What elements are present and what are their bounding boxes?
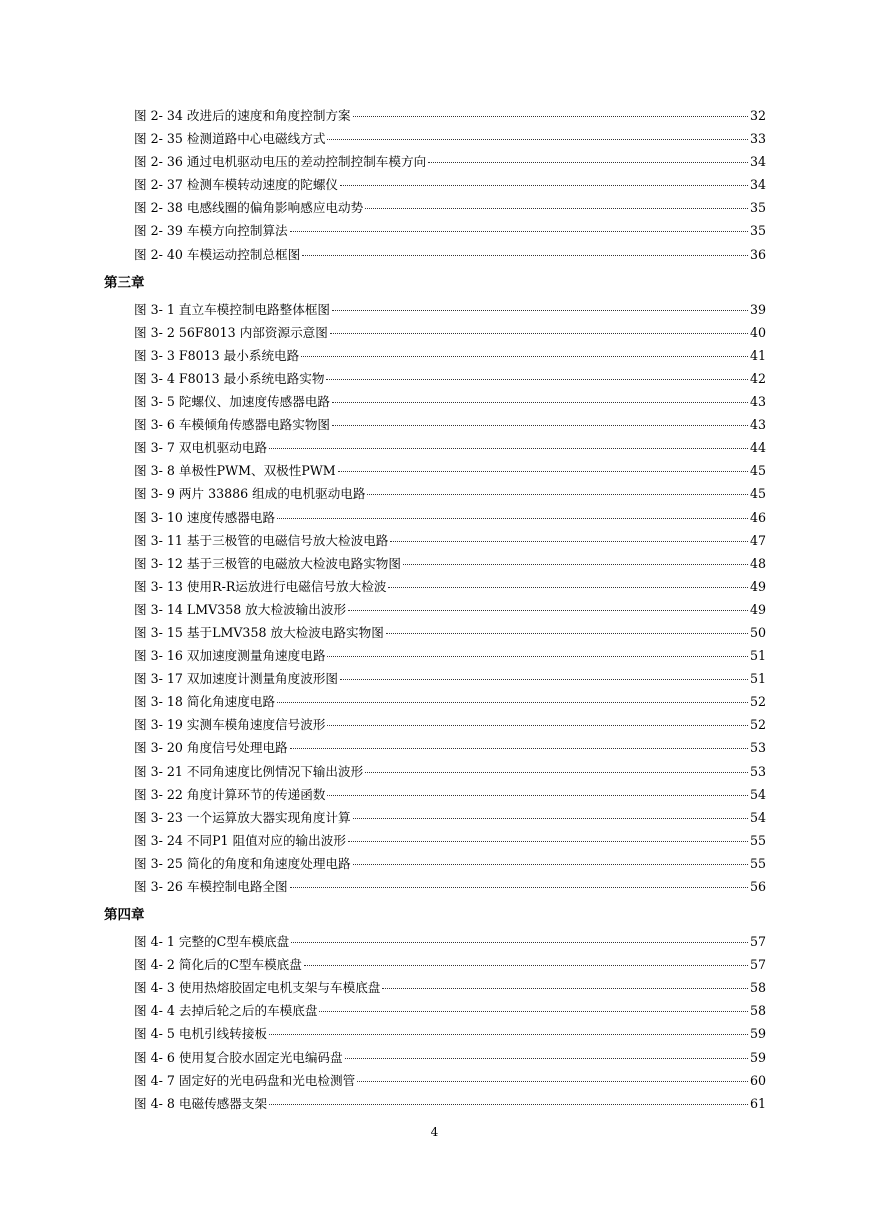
toc-entry-page: 47: [749, 532, 766, 548]
toc-entry-label: 图 3- 9 两片 33886 组成的电机驱动电路: [134, 486, 366, 502]
dot-leader: [367, 494, 747, 495]
toc-entry-label: 图 3- 22 角度计算环节的传递函数: [134, 786, 326, 802]
dot-leader: [327, 656, 748, 657]
toc-entry-page: 61: [749, 1095, 766, 1111]
toc-entry-label: 图 3- 26 车模控制电路全图: [134, 879, 288, 894]
toc-entry[interactable]: [134, 219, 766, 242]
dot-leader: [319, 1011, 748, 1012]
toc-entry[interactable]: [134, 173, 766, 196]
toc-entry-page: 52: [749, 694, 766, 710]
toc-entry-page: 41: [749, 347, 766, 363]
dot-leader: [290, 231, 748, 232]
toc-entry-label: 图 3- 18 简化角速度电路: [134, 694, 276, 710]
toc-entry[interactable]: [134, 196, 766, 219]
toc-entry-label: 图 3- 14 LMV358 放大检波输出波形: [134, 601, 347, 617]
toc-entry-label: 图 2- 36 通过电机驱动电压的差动控制控制车模方向: [134, 154, 427, 170]
toc-entry[interactable]: [134, 953, 766, 976]
dot-leader: [348, 610, 748, 611]
toc-entry-label: 图 3- 2 56F8013 内部资源示意图: [134, 324, 328, 340]
toc-entry[interactable]: [134, 104, 766, 127]
toc-entry[interactable]: [134, 829, 766, 852]
toc-entry-page: 35: [749, 223, 766, 239]
toc-entry[interactable]: [134, 783, 766, 806]
toc-entry-page: 53: [749, 763, 766, 779]
dot-leader: [340, 679, 748, 680]
dot-leader: [428, 162, 748, 163]
toc-entry[interactable]: [134, 621, 766, 644]
toc-entry-page: 58: [749, 980, 766, 996]
dot-leader: [327, 139, 748, 140]
toc-entry-label: 图 3- 10 速度传感器电路: [134, 509, 276, 525]
toc-entry-page: 45: [749, 486, 766, 502]
dot-leader: [382, 988, 748, 989]
toc-entry-label: 图 3- 24 不同P1 阻值对应的输出波形: [134, 832, 346, 848]
toc-entry-page: 59: [749, 1049, 766, 1065]
page-number: 4: [430, 1125, 439, 1139]
toc-entry-label: 图 3- 11 基于三极管的电磁信号放大检波电路: [134, 532, 389, 548]
dot-leader: [353, 818, 748, 819]
toc-entry[interactable]: [134, 321, 766, 344]
toc-entry-page: 50: [749, 624, 766, 640]
toc-entry-page: 33: [749, 131, 766, 147]
toc-entry[interactable]: [134, 298, 766, 321]
toc-entry-page: 57: [749, 934, 766, 950]
toc-entry-label: 图 3- 13 使用R-R运放进行电磁信号放大检波: [134, 578, 387, 594]
toc-entry-page: 35: [749, 200, 766, 216]
toc-entry-label: 图 2- 40 车模运动控制总框图: [134, 246, 301, 262]
toc-entry[interactable]: [134, 575, 766, 598]
toc-entry[interactable]: [134, 459, 766, 482]
dot-leader: [353, 116, 748, 117]
dot-leader: [332, 310, 748, 311]
toc-entry-label: 图 3- 23 一个运算放大器实现角度计算: [134, 809, 351, 825]
toc-entry[interactable]: [134, 999, 766, 1022]
dot-leader: [301, 356, 748, 357]
dot-leader: [304, 965, 748, 966]
toc-entry-label: 图 3- 19 实测车模角速度信号波形: [134, 717, 326, 733]
toc-entry-page: 43: [749, 394, 766, 410]
toc-entry-page: 52: [749, 717, 766, 733]
dot-leader: [403, 564, 748, 565]
toc-entry[interactable]: [134, 852, 766, 875]
toc-entry[interactable]: [134, 390, 766, 413]
toc-entry-page: 51: [749, 648, 766, 664]
toc-entry-page: 46: [749, 509, 766, 525]
toc-entry-page: 59: [749, 1026, 766, 1042]
toc-entry-page: 42: [749, 370, 766, 386]
toc-entry-page: 55: [749, 855, 766, 871]
chapter-heading: 第三章: [104, 274, 145, 291]
toc-entry[interactable]: [134, 127, 766, 150]
toc-entry[interactable]: [134, 413, 766, 436]
toc-entry-page: 45: [749, 463, 766, 479]
dot-leader: [348, 841, 748, 842]
toc-entry-label: 图 4- 2 简化后的C型车模底盘: [134, 957, 302, 973]
toc-entry[interactable]: [134, 506, 766, 529]
toc-entry-page: 53: [749, 740, 766, 756]
toc-entry-label: 图 4- 3 使用热熔胶固定电机支架与车模底盘: [134, 980, 381, 996]
toc-entry[interactable]: [134, 529, 766, 552]
toc-entry-page: 51: [749, 671, 766, 687]
dot-leader: [345, 1058, 748, 1059]
toc-entry-page: 32: [749, 108, 766, 123]
dot-leader: [302, 255, 748, 256]
toc-entry-page: 54: [749, 786, 766, 802]
toc-entry-label: 图 4- 4 去掉后轮之后的车模底盘: [134, 1003, 318, 1019]
toc-entry-page: 48: [749, 555, 766, 571]
toc-entry-label: 图 2- 37 检测车模转动速度的陀螺仪: [134, 177, 339, 193]
toc-entry[interactable]: [134, 736, 766, 759]
toc-entry-label: 图 4- 7 固定好的光电码盘和光电检测管: [134, 1072, 356, 1088]
toc-entry-label: 图 2- 38 电感线圈的偏角影响感应电动势: [134, 200, 364, 216]
dot-leader: [390, 541, 748, 542]
dot-leader: [330, 333, 748, 334]
toc-entry-label: 图 2- 34 改进后的速度和角度控制方案: [134, 108, 351, 123]
toc-entry-label: 图 4- 6 使用复合胶水固定光电编码盘: [134, 1049, 343, 1065]
dot-leader: [365, 772, 748, 773]
toc-entry-page: 49: [749, 578, 766, 594]
toc-entry-page: 44: [749, 440, 766, 456]
toc-entry-page: 56: [749, 879, 766, 894]
dot-leader: [332, 425, 748, 426]
toc-entry-label: 图 3- 3 F8013 最小系统电路: [134, 347, 300, 363]
dot-leader: [269, 1104, 748, 1105]
toc-entry[interactable]: [134, 482, 766, 505]
toc-entry-page: 34: [749, 154, 766, 170]
toc-entry[interactable]: [134, 1092, 766, 1115]
toc-entry-label: 图 3- 7 双电机驱动电路: [134, 440, 268, 456]
toc-entry[interactable]: [134, 690, 766, 713]
dot-leader: [277, 518, 748, 519]
dot-leader: [357, 1081, 748, 1082]
toc-entry-label: 图 2- 35 检测道路中心电磁线方式: [134, 131, 326, 147]
toc-entry-label: 图 3- 16 双加速度测量角速度电路: [134, 648, 326, 664]
dot-leader: [277, 702, 748, 703]
toc-entry-label: 图 2- 39 车模方向控制算法: [134, 223, 288, 239]
dot-leader: [365, 208, 748, 209]
toc-entry-page: 57: [749, 957, 766, 973]
toc-entry-page: 39: [749, 301, 766, 317]
toc-entry[interactable]: [134, 760, 766, 783]
toc-entry-page: 36: [749, 246, 766, 262]
dot-leader: [327, 725, 748, 726]
toc-entry-page: 34: [749, 177, 766, 193]
toc-entry[interactable]: [134, 436, 766, 459]
toc-entry[interactable]: [134, 806, 766, 829]
toc-entry-page: 55: [749, 832, 766, 848]
dot-leader: [326, 379, 748, 380]
toc-entry-label: 图 3- 21 不同角速度比例情况下输出波形: [134, 763, 364, 779]
toc-entry[interactable]: [134, 552, 766, 575]
dot-leader: [332, 402, 748, 403]
toc-entry[interactable]: [134, 1069, 766, 1092]
toc-entry-label: 图 3- 12 基于三极管的电磁放大检波电路实物图: [134, 555, 401, 571]
toc-entry-label: 图 3- 15 基于LMV358 放大检波电路实物图: [134, 624, 384, 640]
toc-entry-label: 图 3- 5 陀螺仪、加速度传感器电路: [134, 394, 331, 410]
toc-entry[interactable]: [134, 243, 766, 266]
toc-entry-page: 54: [749, 809, 766, 825]
table-of-figures: [104, 104, 766, 1115]
toc-entry-label: 图 4- 8 电磁传感器支架: [134, 1095, 268, 1111]
toc-entry-label: 图 3- 4 F8013 最小系统电路实物: [134, 370, 325, 386]
toc-entry-page: 49: [749, 601, 766, 617]
toc-entry-label: 图 4- 1 完整的C型车模底盘: [134, 934, 290, 950]
dot-leader: [290, 748, 748, 749]
toc-entry-label: 图 3- 6 车模倾角传感器电路实物图: [134, 417, 331, 433]
toc-entry[interactable]: [134, 598, 766, 621]
toc-entry[interactable]: [134, 713, 766, 736]
toc-entry-label: 图 3- 17 双加速度计测量角度波形图: [134, 671, 339, 687]
dot-leader: [290, 887, 748, 888]
dot-leader: [386, 633, 748, 634]
dot-leader: [388, 587, 748, 588]
dot-leader: [291, 942, 748, 943]
toc-entry-label: 图 3- 1 直立车模控制电路整体框图: [134, 301, 331, 317]
toc-entry-page: 60: [749, 1072, 766, 1088]
toc-entry[interactable]: [134, 344, 766, 367]
toc-entry[interactable]: [134, 644, 766, 667]
toc-entry-label: 图 3- 20 角度信号处理电路: [134, 740, 288, 756]
toc-entry-page: 43: [749, 417, 766, 433]
toc-entry[interactable]: [134, 1046, 766, 1069]
dot-leader: [353, 864, 748, 865]
chapter-heading: 第四章: [104, 907, 145, 924]
dot-leader: [327, 795, 748, 796]
toc-entry-label: 图 4- 5 电机引线转接板: [134, 1026, 268, 1042]
dot-leader: [269, 448, 748, 449]
toc-entry-label: 图 3- 25 简化的角度和角速度处理电路: [134, 855, 351, 871]
toc-entry[interactable]: [134, 1022, 766, 1045]
dot-leader: [340, 185, 748, 186]
dot-leader: [269, 1034, 748, 1035]
toc-entry-page: 40: [749, 324, 766, 340]
toc-entry[interactable]: [134, 930, 766, 953]
toc-entry[interactable]: [134, 976, 766, 999]
toc-entry-page: 58: [749, 1003, 766, 1019]
toc-entry[interactable]: [134, 667, 766, 690]
toc-entry[interactable]: [134, 875, 766, 898]
toc-entry-label: 图 3- 8 单极性PWM、双极性PWM: [134, 463, 336, 479]
toc-entry[interactable]: [134, 150, 766, 173]
toc-entry[interactable]: [134, 367, 766, 390]
dot-leader: [338, 471, 748, 472]
